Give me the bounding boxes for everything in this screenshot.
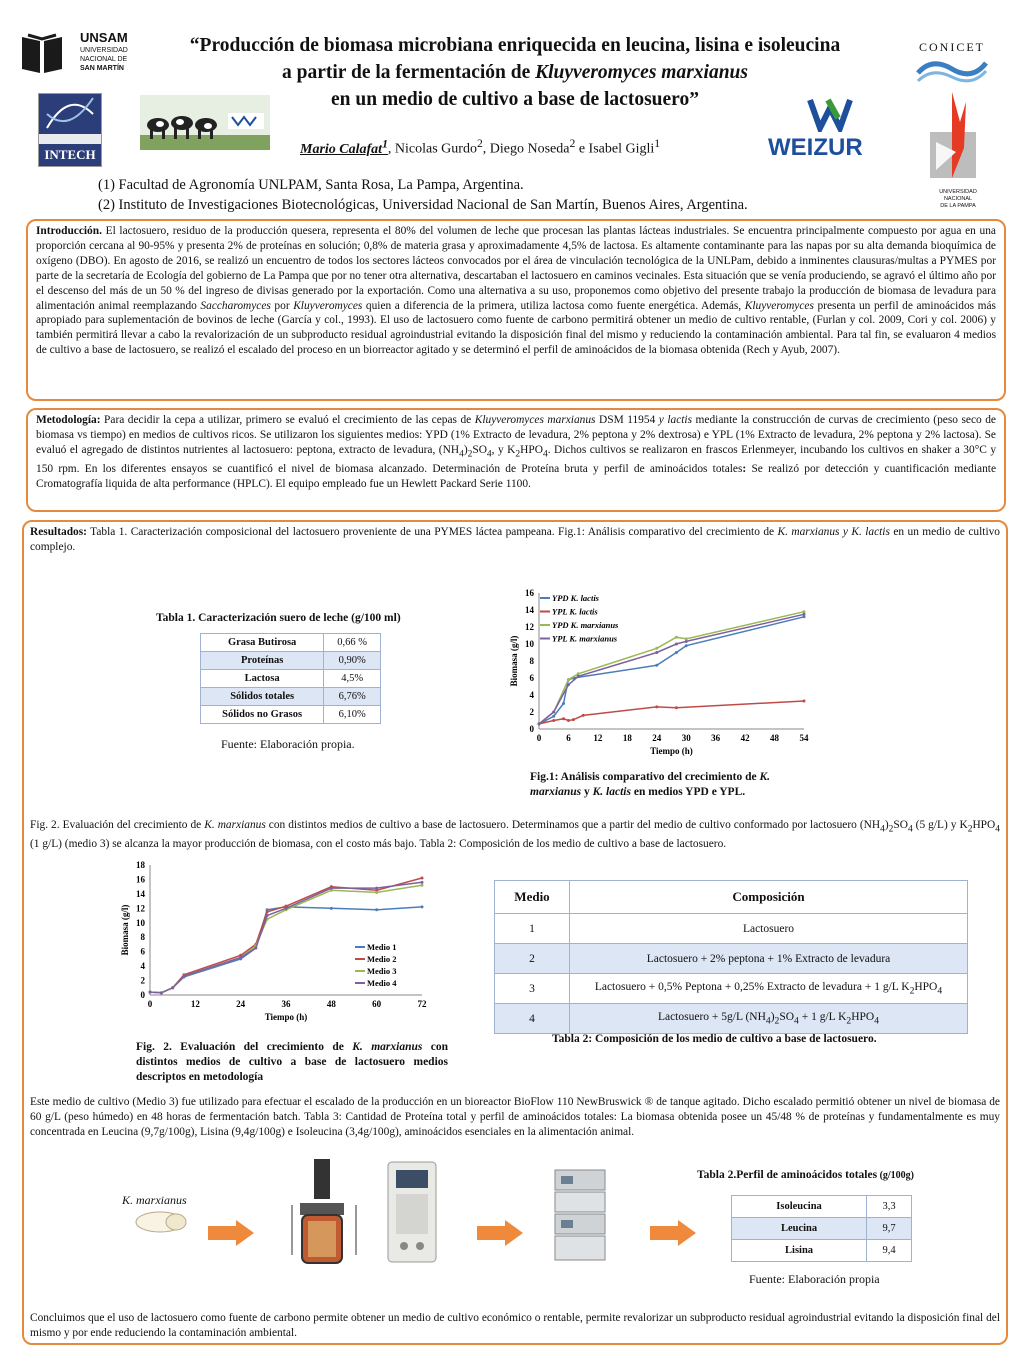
fig2-point <box>330 907 333 910</box>
table2-composition: Lactosuero + 0,5% Peptona + 0,25% Extracto de levadura + 1 g/L $K_2HPO_4$ <box>570 974 968 1004</box>
fig2-y-tick: 12 <box>136 903 145 914</box>
table2-row <box>495 974 968 1004</box>
fig1-legend-label: YPD K. lactis <box>552 593 599 603</box>
fig2-point <box>160 991 163 994</box>
fig2-caption: Fig. 2. Evaluación del crecimiento de K. marxianus con distintos medios de cultivo a base de lactosuero medios descriptos en metodología <box>136 1041 448 1083</box>
table2-header-medio: Medio <box>495 881 570 914</box>
table2-composition: Lactosuero + 5g/L $(NH_4)_2SO_4 + 1$ g/L $K_2HPO_4$ <box>570 1004 968 1034</box>
fig1-point <box>567 683 570 686</box>
table3-aminoacid: Isoleucina <box>732 1196 867 1218</box>
fig2-x-tick: 72 <box>417 999 427 1009</box>
table1-value: 0,66 % <box>324 634 381 652</box>
bioreactor-image <box>272 1155 382 1270</box>
fig1-x-tick: 36 <box>711 733 721 743</box>
arrow-icon-2 <box>475 1218 525 1248</box>
fig1-legend-label: YPL K. lactis <box>552 606 598 617</box>
table3-value: 3,3 <box>867 1196 912 1218</box>
fig1-point <box>675 651 678 654</box>
table2-caption: Tabla 2: Composición de los medio de cultivo a base de lactosuero. <box>552 1033 877 1045</box>
method-box <box>26 408 1006 512</box>
fig2-x-tick: 48 <box>326 999 336 1009</box>
table1-value: 6,76% <box>324 688 381 706</box>
fig1-point <box>803 699 806 702</box>
weizur-name: WEIZUR <box>768 134 863 161</box>
table1-source: Fuente: Elaboración propia. <box>221 737 355 751</box>
fig2-series-line <box>150 885 422 993</box>
affiliation-2: (2) Instituto de Investigaciones Biotecnológicas, Universidad Nacional de San Martín, Buenos Aires, Argentina. <box>98 197 748 213</box>
fig2-point <box>254 947 257 950</box>
fig1-point <box>675 643 678 646</box>
table2-composition: Lactosuero + 2% peptona + 1% Extracto de levadura <box>570 944 968 974</box>
arrow-icon-3 <box>648 1218 698 1248</box>
hplc-image <box>545 1168 615 1263</box>
affiliation-1: (1) Facultad de Agronomía UNLPAM, Santa Rosa, La Pampa, Argentina. <box>98 177 524 193</box>
fig1-legend-label: YPL K. marxianus <box>552 633 618 644</box>
authors: Mario Calafat$^1$, Nicolas Gurdo$^2$, Diego Noseda$^2$ e Isabel Gigli$^1$ <box>300 137 661 157</box>
table1-row <box>201 652 381 670</box>
unlpam-line2: DE LA PAMPA <box>940 203 976 209</box>
fig2-point <box>266 914 269 917</box>
fig2-point <box>183 975 186 978</box>
fig1-point <box>675 636 678 639</box>
fig1-x-tick: 12 <box>593 733 603 743</box>
fig2-text: Fig. 2. Evaluación del crecimiento de K. marxianus con distintos medios de cultivo a base de lactosuero. Determinamos que a partir del medio de cultivo conformado por lactosuero $(NH_4)_2SO_4$ (5 g/L) y $K_2HPO_4$ (1 g/L) (medio 3) se alcanza la mayor producción de biomasa, con el costo más bajo. Tabla 2: Composición de los medio de cultivo a base de lactosuero. <box>30 819 1000 851</box>
table2 <box>494 880 968 1034</box>
table1-value: 4,5% <box>324 670 381 688</box>
table3-title: Tabla 2.Perfil de aminoácidos totales (g/100g) <box>697 1169 915 1181</box>
fig2-point <box>266 910 269 913</box>
weizur-logo <box>768 98 892 161</box>
fig2-point <box>421 877 424 880</box>
title-line3: en un medio de cultivo a base de lactosuero” <box>331 89 699 110</box>
fig1-y-tick: 10 <box>525 639 534 649</box>
title-line1: “Producción de biomasa microbiana enriquecida en leucina, lisina e isoleucina <box>189 35 841 56</box>
table1-value: 0,90% <box>324 652 381 670</box>
table2-row <box>495 914 968 944</box>
fig1-x-tick: 48 <box>770 733 780 743</box>
fig1-point <box>552 715 555 718</box>
fig1-point <box>803 613 806 616</box>
main-author: Mario Calafat$^1$ <box>300 137 388 157</box>
fig2-y-tick: 18 <box>136 860 145 870</box>
table2-medio: 1 <box>495 914 570 944</box>
fig1-point <box>562 717 565 720</box>
table1-title: Tabla 1. Caracterización suero de leche (g/100 ml) <box>156 612 401 624</box>
fig1-point <box>675 706 678 709</box>
fig2-chart <box>110 857 440 1029</box>
table1-label: Proteínas <box>201 652 324 670</box>
fig1-x-tick: 42 <box>740 733 750 743</box>
fig2-legend-label: Medio 1 <box>367 942 397 952</box>
fig2-x-label: Tiempo (h) <box>264 1012 308 1022</box>
fig1-y-tick: 8 <box>529 656 534 666</box>
intro-text: Introducción. El lactosuero, residuo de la producción quesera, representa el 80% del volumen de leche que procesan las plantas lácteas industriales. Se encuentra principalmente compuesto por agua en una proporción cercana al 90-95% y presenta 2% de proteínas en solución; 0,8% de materia grasa y aproximadamente 4,5% de lactosa. Es altamente contaminante para las napas por su alta demanda bioquímica de oxígeno (DBO). En agosto de 2016, se realizó un encuentro de todos los sectores lácteos convocados por el área de vinculación tecnológica de la UNLPam, debido a inminentes clausuras/multas a PYMES por parte de la secretaría de Ecología del gobierno de La Pampa que por no tener otra alternativa, descartaban el lactosuero en caminos vecinales. Esta situación que se venía produciendo, se agravó el último año por el descenso del más de un 50 % del ingreso de divisas generado por la exportación. Como una alternativa a su uso, proponemos como objetivo del presente trabajo la producción de biomasa de levadura para alimentación animal reemplazando Saccharomyces por Kluyveromyces quien a diferencia de la primera, utiliza lactosa como fuente energética. Además, Kluyveromyces presenta un perfil de aminoácidos más apropiado para suplementación de bovinos de leche (García y col., 1993). El uso de lactosuero como fuente de carbono permitirá obtener un medio de cultivo rentable, (Furlan y col. 2009, Cori y col. 2006) y también permitirá llevar a cabo la revalorización de un subproducto residual agroindustrial evitando la disposición final del mismo y reduciendo la contaminación ambiental. Para tal fin, se evaluaron 4 medios de cultivo a base de lactosuero, se realizó el escalado del proceso en un biorreactor agitado y se determinó el perfil de aminoácidos de la biomasa obtenida (Rech y Ayub, 2007). <box>36 225 996 357</box>
table1-row <box>201 670 381 688</box>
fig2-point <box>375 887 378 890</box>
unsam-name: UNSAM <box>80 30 128 45</box>
fig2-y-tick: 0 <box>140 990 145 1000</box>
fig1-point <box>655 647 658 650</box>
fig2-x-tick: 12 <box>190 999 200 1009</box>
results-intro: Resultados: Tabla 1. Caracterización composicional del lactosuero proveniente de una PYMES láctea pampeana. Fig.1: Análisis comparativo del crecimiento de K. marxianus y K. lactis en un medio de cultivo complejo. <box>30 526 1001 553</box>
fig2-point <box>285 907 288 910</box>
fig1-point <box>552 711 555 714</box>
fig2-point <box>239 956 242 959</box>
fig2-x-tick: 36 <box>281 999 291 1009</box>
fig1-point <box>552 719 555 722</box>
unsam-sub1: UNIVERSIDAD <box>80 47 128 54</box>
table1 <box>200 633 381 724</box>
table2-row <box>495 1004 968 1034</box>
fig1-caption: Fig.1: Análisis comparativo del crecimiento de K. marxianus y K. lactis en medios YPD e YPL. <box>530 771 770 798</box>
table3-value: 9,4 <box>867 1240 912 1262</box>
fig1-point <box>685 644 688 647</box>
unlpam-flame-icon <box>926 92 990 184</box>
fig2-point <box>375 908 378 911</box>
fig2-y-tick: 16 <box>136 874 145 885</box>
weizur-w-icon <box>768 98 892 132</box>
fig1-point <box>577 672 580 675</box>
fig1-point <box>577 675 580 678</box>
fig2-point <box>421 905 424 908</box>
fig2-y-tick: 2 <box>140 975 145 986</box>
fig1-point <box>572 718 575 721</box>
unsam-sub3: SAN MARTÍN <box>80 65 124 72</box>
table3 <box>731 1195 912 1262</box>
fig2-y-label: Biomasa (g/l) <box>120 904 130 956</box>
table2-medio: 3 <box>495 974 570 1004</box>
unsam-book-icon <box>20 33 64 75</box>
fig1-chart <box>495 585 820 763</box>
fig1-point <box>538 722 541 725</box>
fig2-point <box>375 891 378 894</box>
table1-label: Lactosa <box>201 670 324 688</box>
fig2-legend-label: Medio 3 <box>367 966 397 976</box>
fig2-legend-label: Medio 4 <box>367 978 397 988</box>
table3-aminoacid: Leucina <box>732 1218 867 1240</box>
fig1-y-tick: 0 <box>529 724 534 734</box>
fig2-x-tick: 24 <box>236 999 246 1009</box>
table1-label: Grasa Butirosa <box>201 634 324 652</box>
table1-value: 6,10% <box>324 706 381 724</box>
yeast-cells-image <box>132 1208 192 1238</box>
table1-row <box>201 688 381 706</box>
fig2-x-tick: 60 <box>372 999 382 1009</box>
table1-label: Sólidos totales <box>201 688 324 706</box>
fig2-x-tick: 0 <box>147 999 153 1009</box>
kmarx-label: K. marxianus <box>122 1193 187 1207</box>
fig2-legend-label: Medio 2 <box>367 954 397 964</box>
fig1-y-tick: 12 <box>525 622 534 632</box>
fig1-point <box>567 719 570 722</box>
table1-row <box>201 706 381 724</box>
fig2-point <box>149 991 152 994</box>
conclusion-text: Concluimos que el uso de lactosuero como fuente de carbono permite obtener un medio de cultivo económico o rentable, permite revalorizar un subproducto residual agroindustrial evitando la disposición final del mismo y por ende reduciendo la contaminación ambiental. <box>30 1312 1000 1339</box>
unlpam-line1: UNIVERSIDAD NACIONAL <box>939 189 977 202</box>
fig1-x-tick: 54 <box>799 733 809 743</box>
fig1-point <box>655 705 658 708</box>
table2-row <box>495 944 968 974</box>
fig2-point <box>171 986 174 989</box>
fig1-y-label: Biomasa (g/l) <box>509 635 519 687</box>
arrow-icon <box>206 1218 256 1248</box>
table1-row <box>201 634 381 652</box>
fig2-y-tick: 4 <box>140 961 145 972</box>
table2-composition: Lactosuero <box>570 914 968 944</box>
table3-source: Fuente: Elaboración propia <box>749 1272 880 1286</box>
conicet-logo <box>912 40 992 90</box>
fig1-point <box>562 702 565 705</box>
fig1-y-tick: 14 <box>525 605 534 615</box>
fig1-series-line <box>539 701 804 724</box>
fig1-y-tick: 2 <box>529 707 534 717</box>
fig1-x-tick: 24 <box>652 733 662 743</box>
fig2-y-tick: 8 <box>140 932 145 943</box>
table3-row <box>732 1196 912 1218</box>
table1-label: Sólidos no Grasos <box>201 706 324 724</box>
method-text: Metodología: Para decidir la cepa a utilizar, primero se evaluó el crecimiento de las cepas de Kluyveromyces marxianus DSM 11954 y lactis mediante la construcción de curvas de crecimiento (peso seco de biomasa vs tiempo) en medios de cultivos ricos. Se utilizaron los siguientes medios: YPD (1% Extracto de levadura, 2% peptona y 2% dextrosa) e YPL (1% Extracto de levadura, 2% peptona y 2% lactosa). Se evaluó el agregado de distintos nutrientes al lactosuero: peptona, extracto de levadura, $(NH_4)_2SO_4$, y $K_2HPO_4$. Dichos cultivos se realizaron en frascos Erlenmeyer, incubando los cultivos en shaker a 30°C y 150 rpm. En los diferentes ensayos se cuantificó el nivel de biomasa alcanzado. Determinación de Proteína bruta y perfil de aminoácidos totales: Se realizó por detección y cuantificación mediante Cromatografía liquida de alta performance (HPLC). El equipo empleado fue un Hewlett Packard Serie 1100. <box>36 414 997 490</box>
intech-label: INTECH <box>39 144 101 166</box>
affiliations <box>98 175 748 215</box>
fig1-point <box>655 651 658 654</box>
intro-box <box>26 219 1006 401</box>
table2-medio: 2 <box>495 944 570 974</box>
unlpam-logo <box>926 92 990 209</box>
unsam-sub2: NACIONAL DE <box>80 56 128 63</box>
fig1-x-tick: 30 <box>681 733 691 743</box>
fig2-series-line <box>150 882 422 993</box>
fig1-x-tick: 6 <box>566 733 571 743</box>
fig2-y-tick: 14 <box>136 888 145 899</box>
fig1-y-tick: 4 <box>529 690 534 700</box>
table2-header-comp: Composición <box>570 881 968 914</box>
fig1-x-tick: 18 <box>622 733 632 743</box>
conicet-wave-icon <box>912 55 992 85</box>
fig1-point <box>685 640 688 643</box>
fig1-y-tick: 6 <box>529 673 534 683</box>
fig1-legend-label: YPD K. marxianus <box>552 620 619 630</box>
fig1-y-tick: 16 <box>525 588 534 598</box>
iib-intech-logo <box>38 93 102 167</box>
fig1-point <box>582 714 585 717</box>
iib-label: IIB <box>79 122 98 137</box>
table3-row <box>732 1240 912 1262</box>
title-line2: a partir de la fermentación de Kluyveromyces marxianus <box>282 62 748 83</box>
fig1-x-label: Tiempo (h) <box>650 746 693 756</box>
scale-text: Este medio de cultivo (Medio 3) fue utilizado para efectuar el escalado de la producción en un bioreactor BioFlow 110 NewBruswick ® de tanque agitado. Dicho escalado permitió obtener un nivel de biomasa de 60 g/L (peso húmedo) en 48 horas de fermentación batch. Tabla 3: Cantidad de Proteína total y perfil de aminoácidos totales: La biomasa obtenida posee un 45/48 % de proteínas y fundamentalmente es muy concentrada en Leucina (9,7g/100g), Lisina (9,4g/100g) e Isoleucina (3,4g/100g), aminoácidos esenciales en la alimentación animal. <box>30 1096 1000 1138</box>
controller-image <box>384 1160 444 1270</box>
table3-row <box>732 1218 912 1240</box>
table3-aminoacid: Lisina <box>732 1240 867 1262</box>
fig2-point <box>330 887 333 890</box>
fig1-x-tick: 0 <box>536 733 542 743</box>
fig2-y-tick: 10 <box>136 917 145 928</box>
table3-value: 9,7 <box>867 1218 912 1240</box>
conicet-name: CONICET <box>919 40 985 54</box>
unsam-logo <box>20 30 140 85</box>
fig2-point <box>421 884 424 887</box>
fig2-y-tick: 6 <box>140 946 145 957</box>
fig1-point <box>655 664 658 667</box>
fig1-point <box>567 678 570 681</box>
table2-medio: 4 <box>495 1004 570 1034</box>
fig2-point <box>421 881 424 884</box>
